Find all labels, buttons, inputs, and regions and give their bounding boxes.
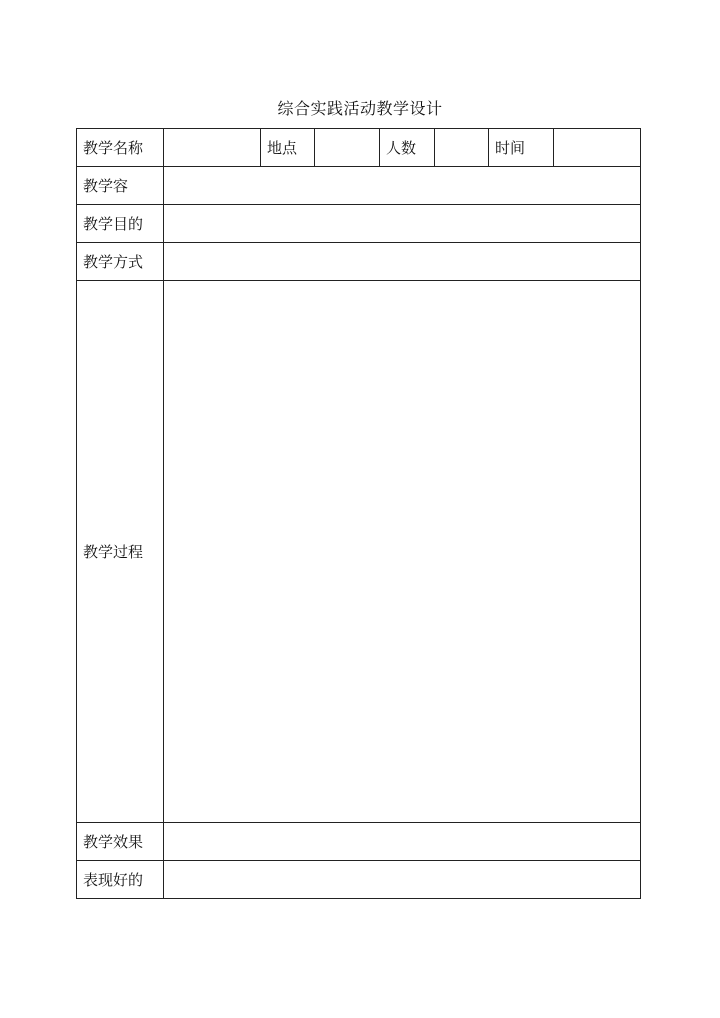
form-row-purpose (77, 205, 641, 243)
row-label-content: 教学容 (77, 167, 164, 205)
form-row-method (77, 243, 641, 281)
time-field[interactable] (554, 129, 641, 167)
location-label: 地点 (261, 129, 315, 167)
count-label: 人数 (380, 129, 435, 167)
form-row-content (77, 167, 641, 205)
method-field[interactable] (164, 243, 641, 281)
location-field[interactable] (315, 129, 380, 167)
lesson-design-form (76, 128, 641, 899)
row-label-method: 教学方式 (77, 243, 164, 281)
good-performance-field[interactable] (164, 861, 641, 899)
name-field[interactable] (164, 129, 261, 167)
form-header-row (77, 129, 641, 167)
content-field[interactable] (164, 167, 641, 205)
form-row-process (77, 281, 641, 823)
count-field[interactable] (435, 129, 489, 167)
form-row-good-performance (77, 861, 641, 899)
row-label-good-performance: 表现好的 (77, 861, 164, 899)
time-label: 时间 (489, 129, 554, 167)
document-title: 综合实践活动教学设计 (277, 99, 443, 118)
name-label: 教学名称 (77, 129, 164, 167)
row-label-process: 教学过程 (77, 281, 164, 823)
purpose-field[interactable] (164, 205, 641, 243)
row-label-purpose: 教学目的 (77, 205, 164, 243)
form-row-effect (77, 823, 641, 861)
row-label-effect: 教学效果 (77, 823, 164, 861)
process-field[interactable] (164, 281, 641, 823)
effect-field[interactable] (164, 823, 641, 861)
